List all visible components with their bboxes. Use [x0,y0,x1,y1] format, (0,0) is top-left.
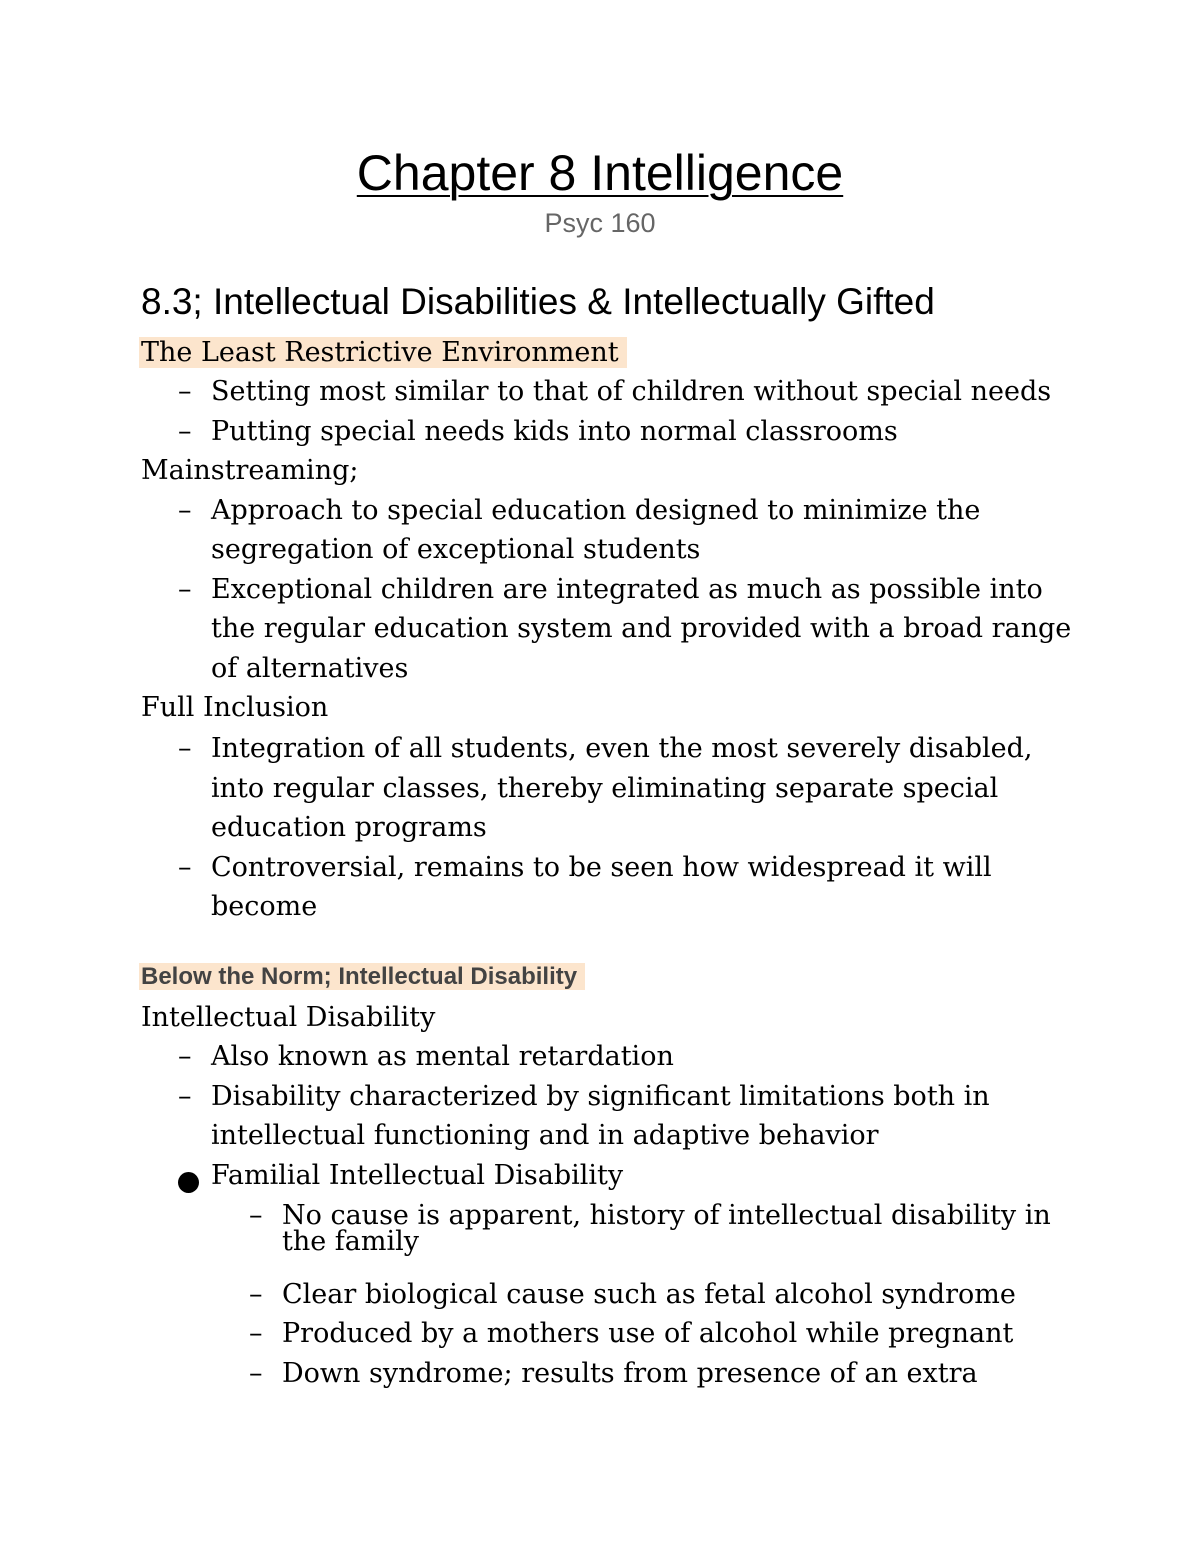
document-subtitle: Psyc 160 [544,208,656,238]
list-item-line: the regular education system and provided with a broad range [211,613,1072,644]
dash-marker: – [178,416,192,447]
sub-list-item-line: the family [282,1226,420,1257]
mainstreaming-heading: Mainstreaming; [141,455,359,486]
sub-list-item: Produced by a mothers use of alcohol while pregnant [282,1318,1014,1349]
list-item-line: segregation of exceptional students [211,534,701,565]
list-item-line: intellectual functioning and in adaptive behavior [211,1120,879,1151]
least-restrictive-heading-text: The Least Restrictive Environment [139,337,627,368]
dash-marker: – [249,1358,263,1389]
list-item: Putting special needs kids into normal classrooms [211,416,898,447]
dash-marker: – [178,1041,192,1072]
list-item: Also known as mental retardation [211,1041,674,1072]
dash-marker: – [178,733,192,764]
below-norm-heading-text: Below the Norm; Intellectual Disability [139,963,585,990]
intellectual-disability-subheading: Intellectual Disability [141,1002,436,1033]
dash-marker: – [178,574,192,605]
below-norm-heading [141,957,585,997]
sub-list-item-line: No cause is apparent, history of intellectual disability in [282,1200,1051,1231]
dash-marker: – [178,495,192,526]
sub-list-item: Clear biological cause such as fetal alcohol syndrome [282,1279,1016,1310]
dash-marker: – [249,1318,263,1349]
dash-marker: – [178,852,192,883]
least-restrictive-heading [141,333,627,373]
list-item-line: Disability characterized by significant limitations both in [211,1081,990,1112]
full-inclusion-heading: Full Inclusion [141,692,329,723]
list-item: Setting most similar to that of children without special needs [211,376,1052,407]
list-item-line: Approach to special education designed to minimize the [211,495,981,526]
list-item-line: education programs [211,812,487,843]
list-item-line: become [211,891,318,922]
list-item-line: Exceptional children are integrated as much as possible into [211,574,1043,605]
bullet-dot-icon [178,1172,199,1193]
section-heading: 8.3; Intellectual Disabilities & Intellectually Gifted [141,281,935,322]
dash-marker: – [178,376,192,407]
list-item-line: Integration of all students, even the most severely disabled, [211,733,1033,764]
dash-marker: – [249,1200,263,1231]
document-title: Chapter 8 Intelligence [356,145,844,201]
bullet-item: Familial Intellectual Disability [211,1160,624,1191]
list-item-line: Controversial, remains to be seen how widespread it will [211,852,992,883]
dash-marker: – [249,1279,263,1310]
list-item-line: of alternatives [211,653,409,684]
sub-list-item: Down syndrome; results from presence of an extra [282,1358,978,1389]
list-item-line: into regular classes, thereby eliminating separate special [211,773,999,804]
dash-marker: – [178,1081,192,1112]
